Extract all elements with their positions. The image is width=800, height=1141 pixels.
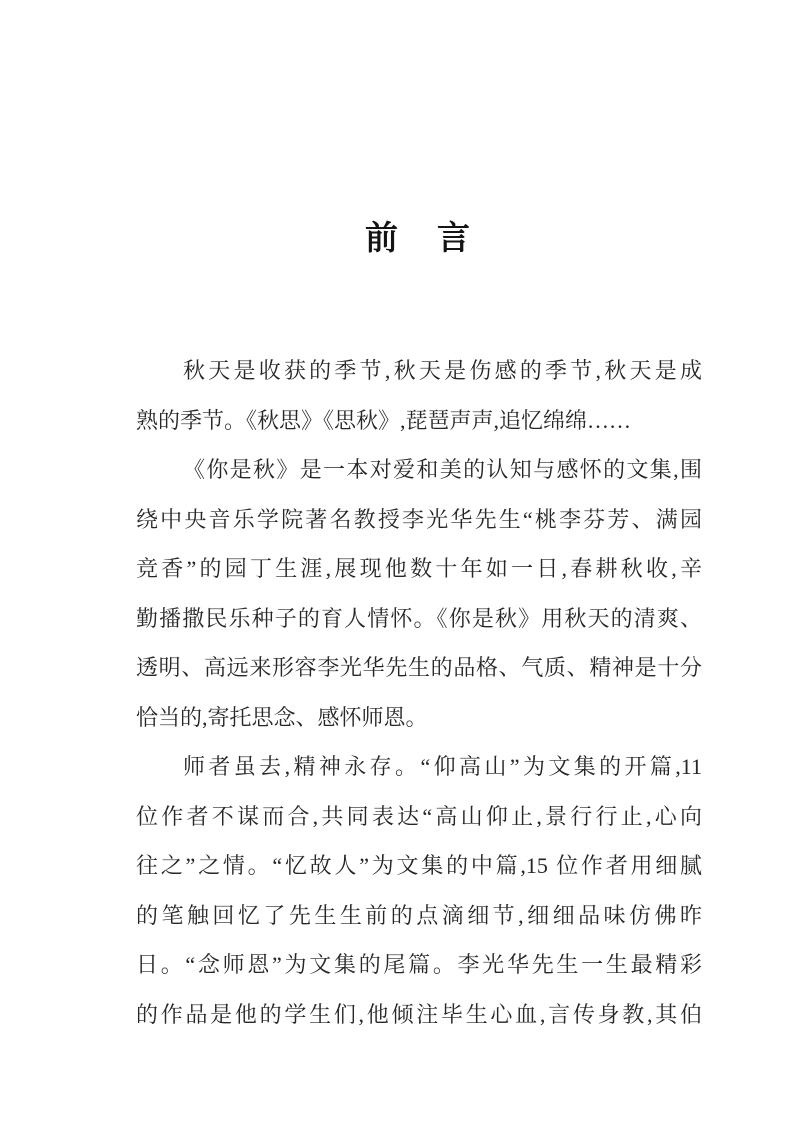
text-line: 位作者不谋而合,共同表达“高山仰止,景行行止,心向 <box>136 803 702 829</box>
preface-body <box>136 346 702 1039</box>
text-line: 勤播撒民乐种子的育人情怀。《你是秋》用秋天的清爽、 <box>136 605 702 631</box>
text-line: 往之”之情。“忆故人”为文集的中篇,15 位作者用细腻 <box>136 853 702 878</box>
text-line: 绕中央音乐学院著名教授李光华先生“桃李芬芳、满园 <box>136 506 702 532</box>
text-line: 的笔触回忆了先生生前的点滴细节,细细品味仿佛昨 <box>136 902 702 928</box>
text-line: 师者虽去,精神永存。“仰高山”为文集的开篇,11 <box>183 754 702 779</box>
page-title: 前 言 <box>365 221 473 257</box>
text-line: 日。“念师恩”为文集的尾篇。李光华先生一生最精彩 <box>136 952 702 977</box>
text-line: 秋天是收获的季节,秋天是伤感的季节,秋天是成 <box>183 358 702 383</box>
text-line: 《你是秋》是一本对爱和美的认知与感怀的文集,围 <box>183 457 702 482</box>
text-line: 透明、高远来形容李光华先生的品格、气质、精神是十分 <box>136 655 702 680</box>
text-block <box>136 0 702 1141</box>
text-line: 的作品是他的学生们,他倾注毕生心血,言传身教,其伯 <box>136 1001 702 1027</box>
text-line: 竞香”的园丁生涯,展现他数十年如一日,春耕秋收,辛 <box>136 556 702 581</box>
text-line: 熟的季节。《秋思》《思秋》,琵琶声声,追忆绵绵…… <box>136 407 632 433</box>
text-line: 恰当的,寄托思念、感怀师恩。 <box>136 704 428 730</box>
